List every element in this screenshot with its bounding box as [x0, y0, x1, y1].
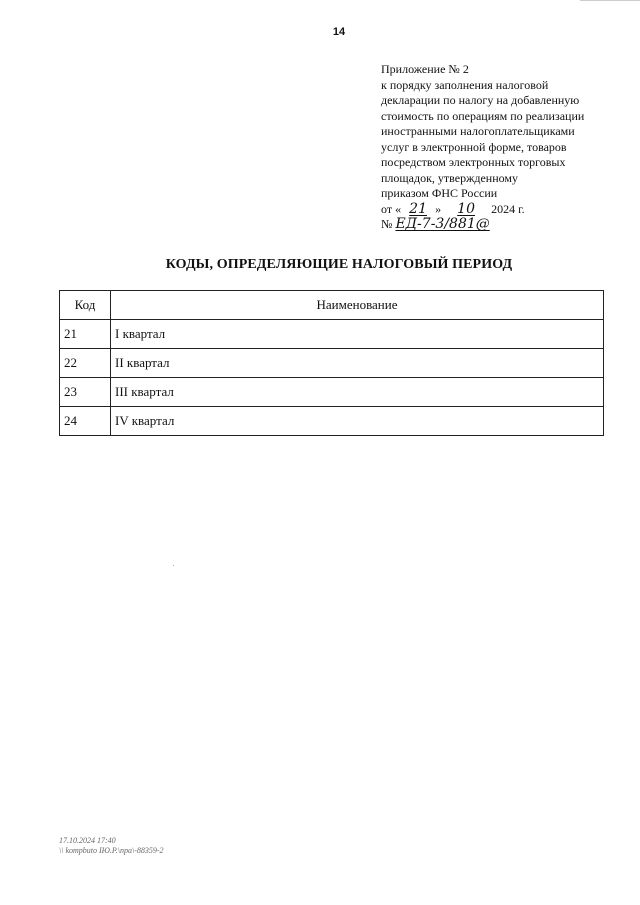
appendix-line: посредством электронных торговых: [381, 155, 566, 169]
date-year: 2024 г.: [491, 201, 525, 216]
footer-stamp: [59, 836, 164, 856]
table-row: [60, 320, 604, 349]
column-header-code: Код: [60, 291, 111, 320]
cell-name: I квартал: [111, 320, 604, 349]
date-mid: »: [435, 201, 442, 216]
handwritten-day: 21: [409, 200, 427, 217]
appendix-line: площадок, утвержденному: [381, 170, 519, 185]
number-prefix: №: [381, 217, 393, 231]
appendix-line: Приложение № 2: [381, 62, 469, 76]
period-codes-table: [59, 290, 604, 436]
table-row: [60, 407, 604, 436]
cell-code: 23: [60, 378, 111, 407]
appendix-line: декларации по налогу на добавленную: [381, 93, 580, 107]
cell-name: IV квартал: [111, 407, 604, 436]
cell-name: III квартал: [111, 378, 604, 407]
cell-name: II квартал: [111, 349, 604, 378]
cell-code: 24: [60, 407, 111, 436]
table-header-row: [60, 291, 604, 320]
cell-code: 21: [60, 320, 111, 349]
table-row: [60, 378, 604, 407]
appendix-line: стоимость по операциям по реализации: [381, 108, 585, 123]
footer-timestamp: 17.10.2024 17:40: [59, 836, 116, 845]
scan-speck: [173, 565, 174, 566]
scan-edge-mark: [580, 0, 640, 5]
order-number-line: [381, 217, 621, 233]
cell-code: 22: [60, 349, 111, 378]
appendix-block: [381, 62, 621, 233]
handwritten-order-number: ЕД-7-3/881@: [395, 216, 490, 232]
appendix-line: услуг в электронной форме, товаров: [381, 139, 567, 154]
document-heading: КОДЫ, ОПРЕДЕЛЯЮЩИЕ НАЛОГОВЫЙ ПЕРИОД: [165, 257, 513, 272]
date-prefix: от «: [381, 201, 402, 216]
appendix-line: иностранными налогоплательщиками: [381, 124, 575, 138]
appendix-line: приказом ФНС России: [381, 186, 498, 200]
column-header-name: Наименование: [111, 291, 604, 320]
page-number: 14: [332, 26, 346, 38]
appendix-line: к порядку заполнения налоговой: [381, 77, 549, 92]
table-row: [60, 349, 604, 378]
order-date-line: [381, 202, 621, 218]
handwritten-month: 10: [457, 200, 475, 217]
footer-file-path: \\ kompbuto IЮ.P.\npa\-88359-2: [59, 846, 164, 855]
